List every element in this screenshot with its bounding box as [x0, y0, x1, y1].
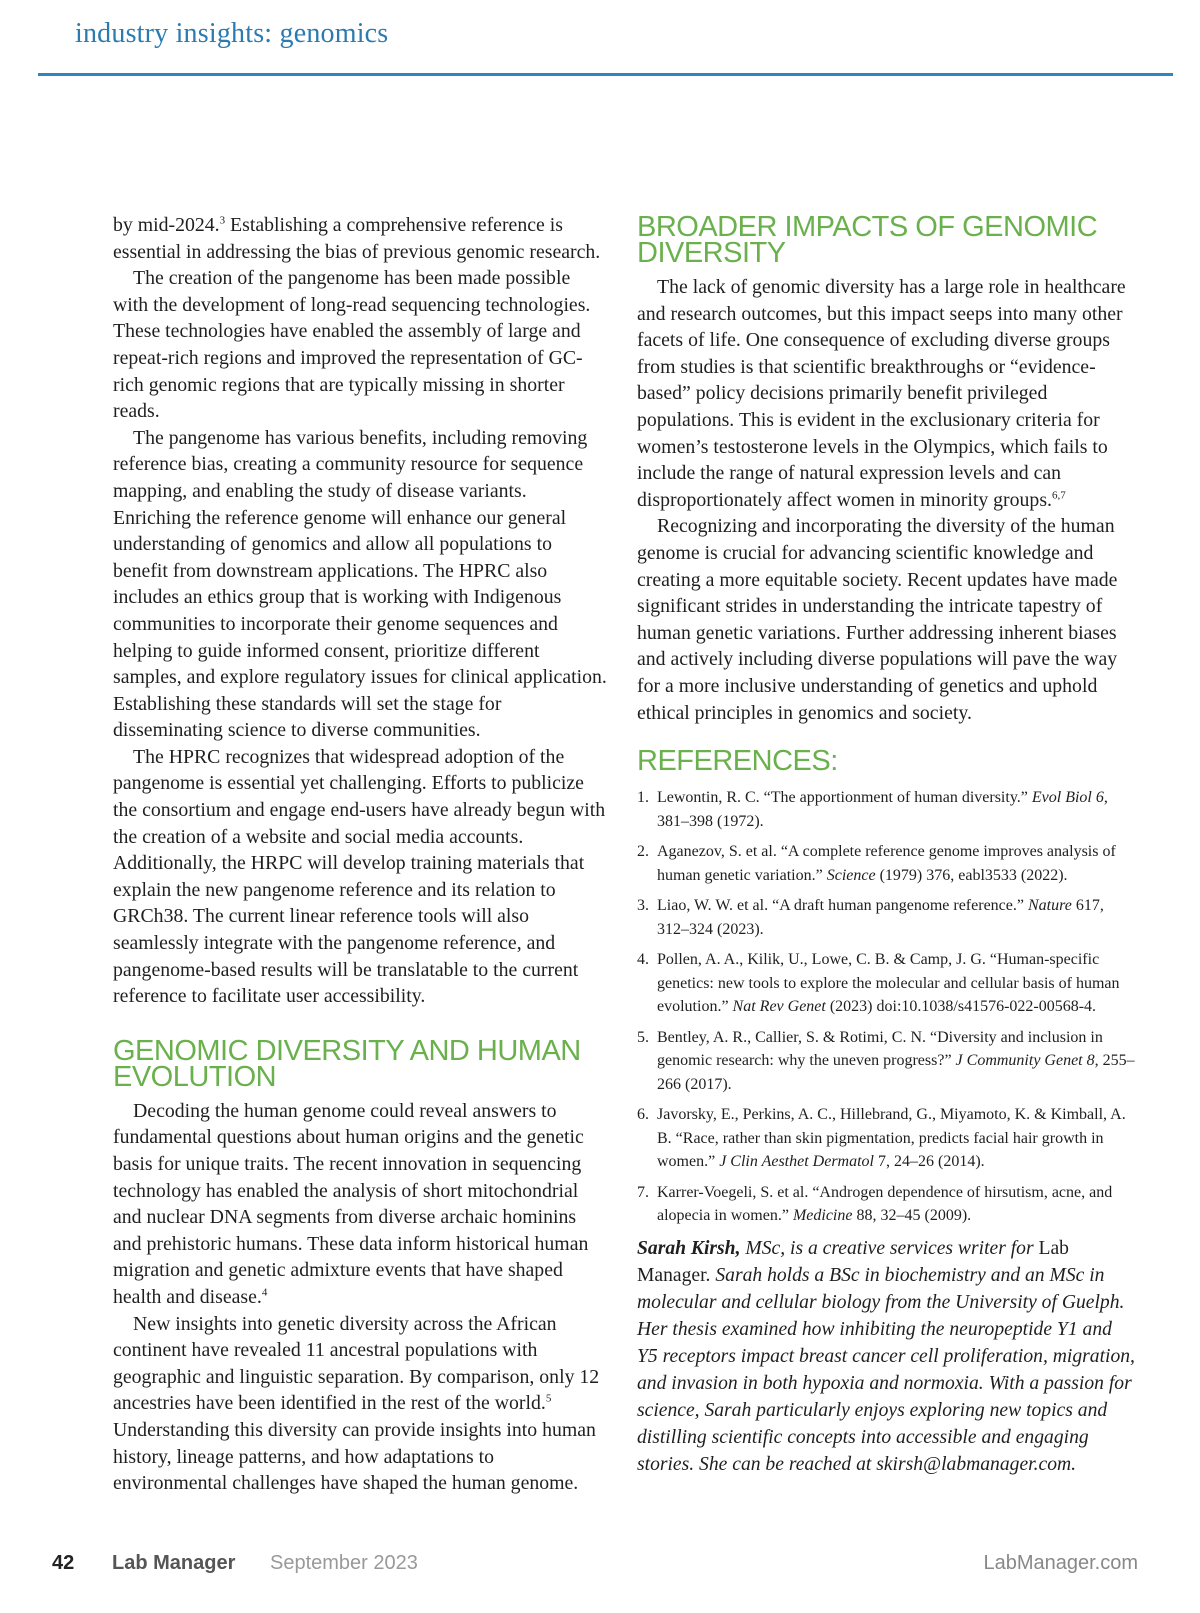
author-bio: Sarah Kirsh, MSc, is a creative services writer for Lab Manager. Sarah holds a BSc in biochemistry and an MSc in molecular and cellular biology from the University of Guelph. Her thesis examined how inhibiting the neuropeptide Y1 and Y5 receptors impact breast cancer cell proliferation, migration, and invasion in both hypoxia and normoxia. With a passion for science, Sarah particularly enjoys exploring new topics and distilling scientific concepts into accessible and engaging stories. She can be reached at skirsh@labmanager.com.: [637, 1237, 1135, 1475]
section-heading: BROADER IMPACTS OF GENOMIC DIVERSITY: [637, 211, 1098, 269]
references-list: [637, 786, 1137, 1228]
paragraph: The HPRC recognizes that widespread adoption of the pangenome is essential yet challenging. Efforts to publicize the consortium and engage end-users have already begun with the creation of a website and social media accounts. Additionally, the HRPC will develop training materials that explain the new pangenome reference and its relation to GRCh38. The current linear reference tools will also seamlessly integrate with the pangenome reference, and pangenome-based results will be translatable to the current reference to facilitate user accessibility.: [113, 745, 606, 1008]
issue-date: September 2023: [270, 1552, 418, 1574]
reference-item: 4. Pollen, A. A., Kilik, U., Lowe, C. B. & Camp, J. G. “Human-specific genetics: new tools to explore the molecular and cellular basis of human evolution.” Nat Rev Genet (2023) doi:10.1038/s41576-022-00568-4.: [637, 951, 1120, 1016]
references-heading: REFERENCES:: [637, 745, 838, 778]
paragraph: New insights into genetic diversity across the African continent have revealed 11 ancestral populations with geographic and linguistic separation. By comparison, only 12 ancestries have been identified in the rest of the world.$^5$ Understanding this diversity can provide insights into human history, lineage patterns, and how adaptations to environmental challenges have shaped the human genome.: [113, 1312, 600, 1495]
header-rule: [38, 73, 1173, 76]
section-title: industry insights: genomics: [75, 18, 389, 49]
reference-item: 6. Javorsky, E., Perkins, A. C., Hillebrand, G., Miyamoto, K. & Kimball, A. B. “Race, rather than skin pigmentation, predicts facial hair growth in women.” J Clin Aesthet Dermatol 7, 24–26 (2014).: [637, 1106, 1126, 1171]
page-footer: [52, 1552, 1138, 1582]
paragraph: The creation of the pangenome has been made possible with the development of long-read sequencing technologies. These technologies have enabled the assembly of large and repeat-rich regions and improved the representation of GC-rich genomic regions that are typically missing in shorter reads.: [113, 267, 591, 423]
right-column: [637, 212, 1137, 1478]
reference-item: 7. Karrer-Voegeli, S. et al. “Androgen dependence of hirsutism, acne, and alopecia in women.” Medicine 88, 32–45 (2009).: [637, 1183, 1113, 1225]
reference-item: 3. Liao, W. W. et al. “A draft human pangenome reference.” Nature 617, 312–324 (2023).: [637, 897, 1104, 938]
left-column: [113, 212, 608, 1497]
reference-item: 2. Aganezov, S. et al. “A complete reference genome improves analysis of human genetic variation.” Science (1979) 376, eabl3533 (2022).: [637, 843, 1116, 884]
section-heading: GENOMIC DIVERSITY AND HUMAN EVOLUTION: [113, 1034, 581, 1093]
paragraph: by mid-2024.$^3$ Establishing a comprehensive reference is essential in addressing the bias of previous genomic research.: [113, 214, 601, 263]
reference-item: 1. Lewontin, R. C. “The apportionment of human diversity.” Evol Biol 6, 381–398 (1972).: [637, 789, 1108, 830]
website-link[interactable]: LabManager.com: [983, 1552, 1138, 1574]
paragraph: Recognizing and incorporating the diversity of the human genome is crucial for advancing scientific knowledge and creating a more equitable society. Recent updates have made significant strides in understanding the intricate tapestry of human genetic variations. Further addressing inherent biases and actively including diverse populations will pave the way for a more inclusive understanding of genetics and uphold ethical principles in genomics and society.: [637, 515, 1118, 724]
reference-item: 5. Bentley, A. R., Callier, S. & Rotimi, C. N. “Diversity and inclusion in genomic research: why the uneven progress?” J Community Genet 8, 255–266 (2017).: [637, 1028, 1135, 1093]
magazine-name: Lab Manager: [112, 1552, 236, 1574]
page-number: 42: [52, 1552, 75, 1574]
paragraph: Decoding the human genome could reveal answers to fundamental questions about human origins and the genetic basis for unique traits. The recent innovation in sequencing technology has enabled the analysis of short mitochondrial and nuclear DNA segments from diverse archaic hominins and prehistoric humans. These data inform historical human migration and genetic admixture events that have shaped health and disease.$^4$: [113, 1099, 589, 1308]
paragraph: The lack of genomic diversity has a large role in healthcare and research outcomes, but this impact seeps into many other facets of life. One consequence of excluding diverse groups from studies is that scientific breakthroughs or “evidence-based” policy decisions primarily benefit privileged populations. This is evident in the exclusionary criteria for women’s testosterone levels in the Olympics, which fails to include the range of natural expression levels and can disproportionately affect women in minority groups.$^{6,7}$: [637, 276, 1126, 511]
paragraph: The pangenome has various benefits, including removing reference bias, creating a community resource for sequence mapping, and enabling the study of disease variants. Enriching the reference genome will enhance our general understanding of genomics and allow all populations to benefit from downstream applications. The HPRC also includes an ethics group that is working with Indigenous communities to incorporate their genome sequences and helping to guide informed consent, prioritize different samples, and explore regulatory issues for clinical application. Establishing these standards will set the stage for disseminating science to diverse communities.: [113, 426, 607, 742]
